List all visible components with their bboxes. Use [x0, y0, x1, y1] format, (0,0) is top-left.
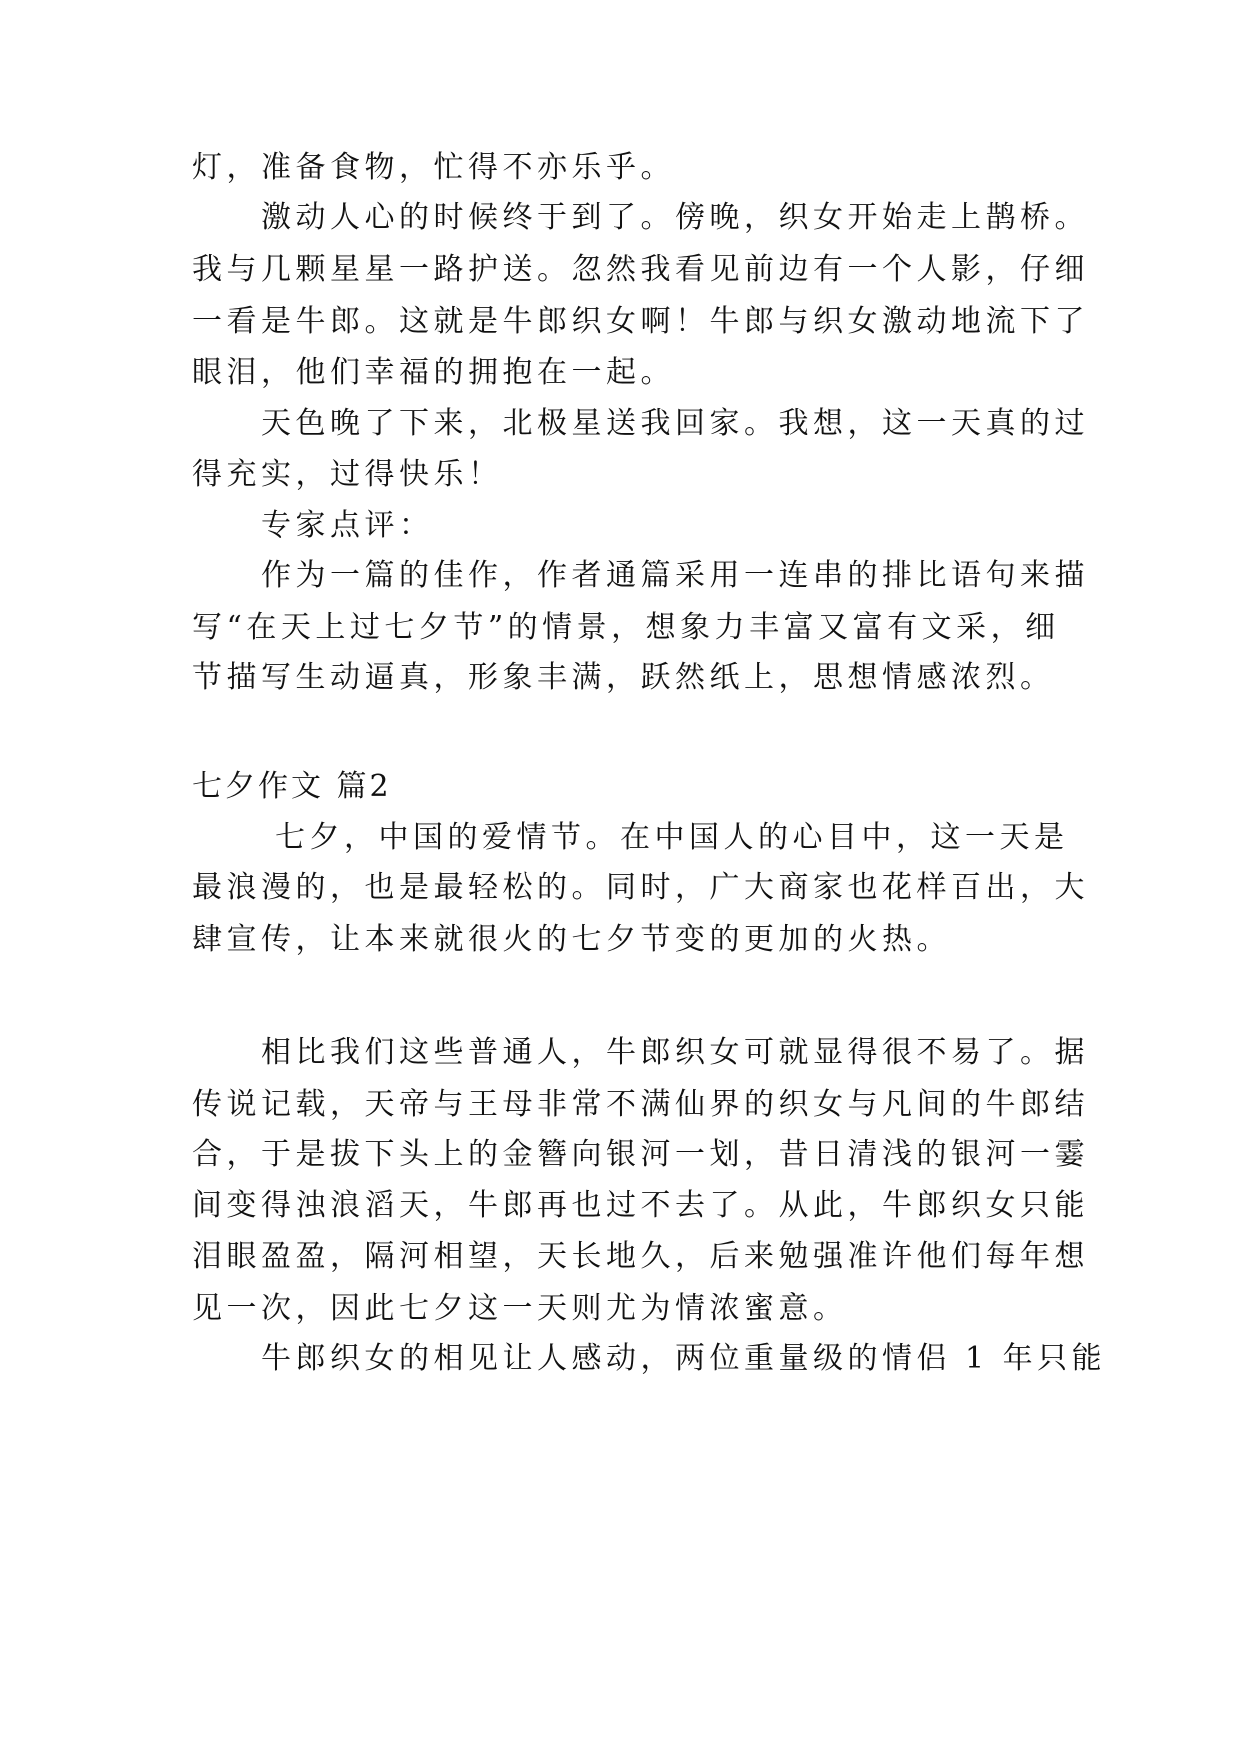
text-line: 得充实，过得快乐！	[192, 457, 503, 492]
text-line: 泪眼盈盈，隔河相望，天长地久，后来勉强准许他们每年想	[192, 1239, 1089, 1274]
text-line: 一看是牛郎。这就是牛郎织女啊！牛郎与织女激动地流下了	[192, 304, 1089, 339]
text-line: 间变得浊浪滔天，牛郎再也过不去了。从此，牛郎织女只能	[192, 1188, 1089, 1223]
text-line: 见一次，因此七夕这一天则尤为情浓蜜意。	[192, 1291, 848, 1326]
text-line: 肆宣传，让本来就很火的七夕节变的更加的火热。	[192, 922, 951, 957]
section-heading: 七夕作文 篇2	[192, 769, 392, 804]
text-line: 眼泪，他们幸福的拥抱在一起。	[192, 355, 675, 390]
text-line: 作为一篇的佳作，作者通篇采用一连串的排比语句来描	[192, 558, 1089, 593]
text-line: 相比我们这些普通人，牛郎织女可就显得很不易了。据	[192, 1035, 1089, 1070]
text-line: 灯，准备食物，忙得不亦乐乎。	[192, 150, 675, 185]
text-line: 专家点评：	[192, 508, 434, 543]
text-line: 我与几颗星星一路护送。忽然我看见前边有一个人影，仔细	[192, 252, 1089, 287]
text-line: 写“在天上过七夕节”的情景，想象力丰富又富有文采，细	[192, 610, 1060, 645]
text-line: 天色晚了下来，北极星送我回家。我想，这一天真的过	[192, 406, 1089, 441]
text-line: 激动人心的时候终于到了。傍晚，织女开始走上鹊桥。	[192, 200, 1089, 235]
text-line: 节描写生动逼真，形象丰满，跃然纸上，思想情感浓烈。	[192, 660, 1055, 695]
text-line: 牛郎织女的相见让人感动，两位重量级的情侣 1 年只能	[192, 1341, 1107, 1376]
text-line: 最浪漫的，也是最轻松的。同时，广大商家也花样百出，大	[192, 870, 1089, 905]
text-line: 合，于是拔下头上的金簪向银河一划，昔日清浅的银河一霎	[192, 1137, 1089, 1172]
text-line: 七夕，中国的爱情节。在中国人的心目中，这一天是	[192, 820, 1069, 855]
text-line: 传说记载，天帝与王母非常不满仙界的织女与凡间的牛郎结	[192, 1087, 1089, 1122]
